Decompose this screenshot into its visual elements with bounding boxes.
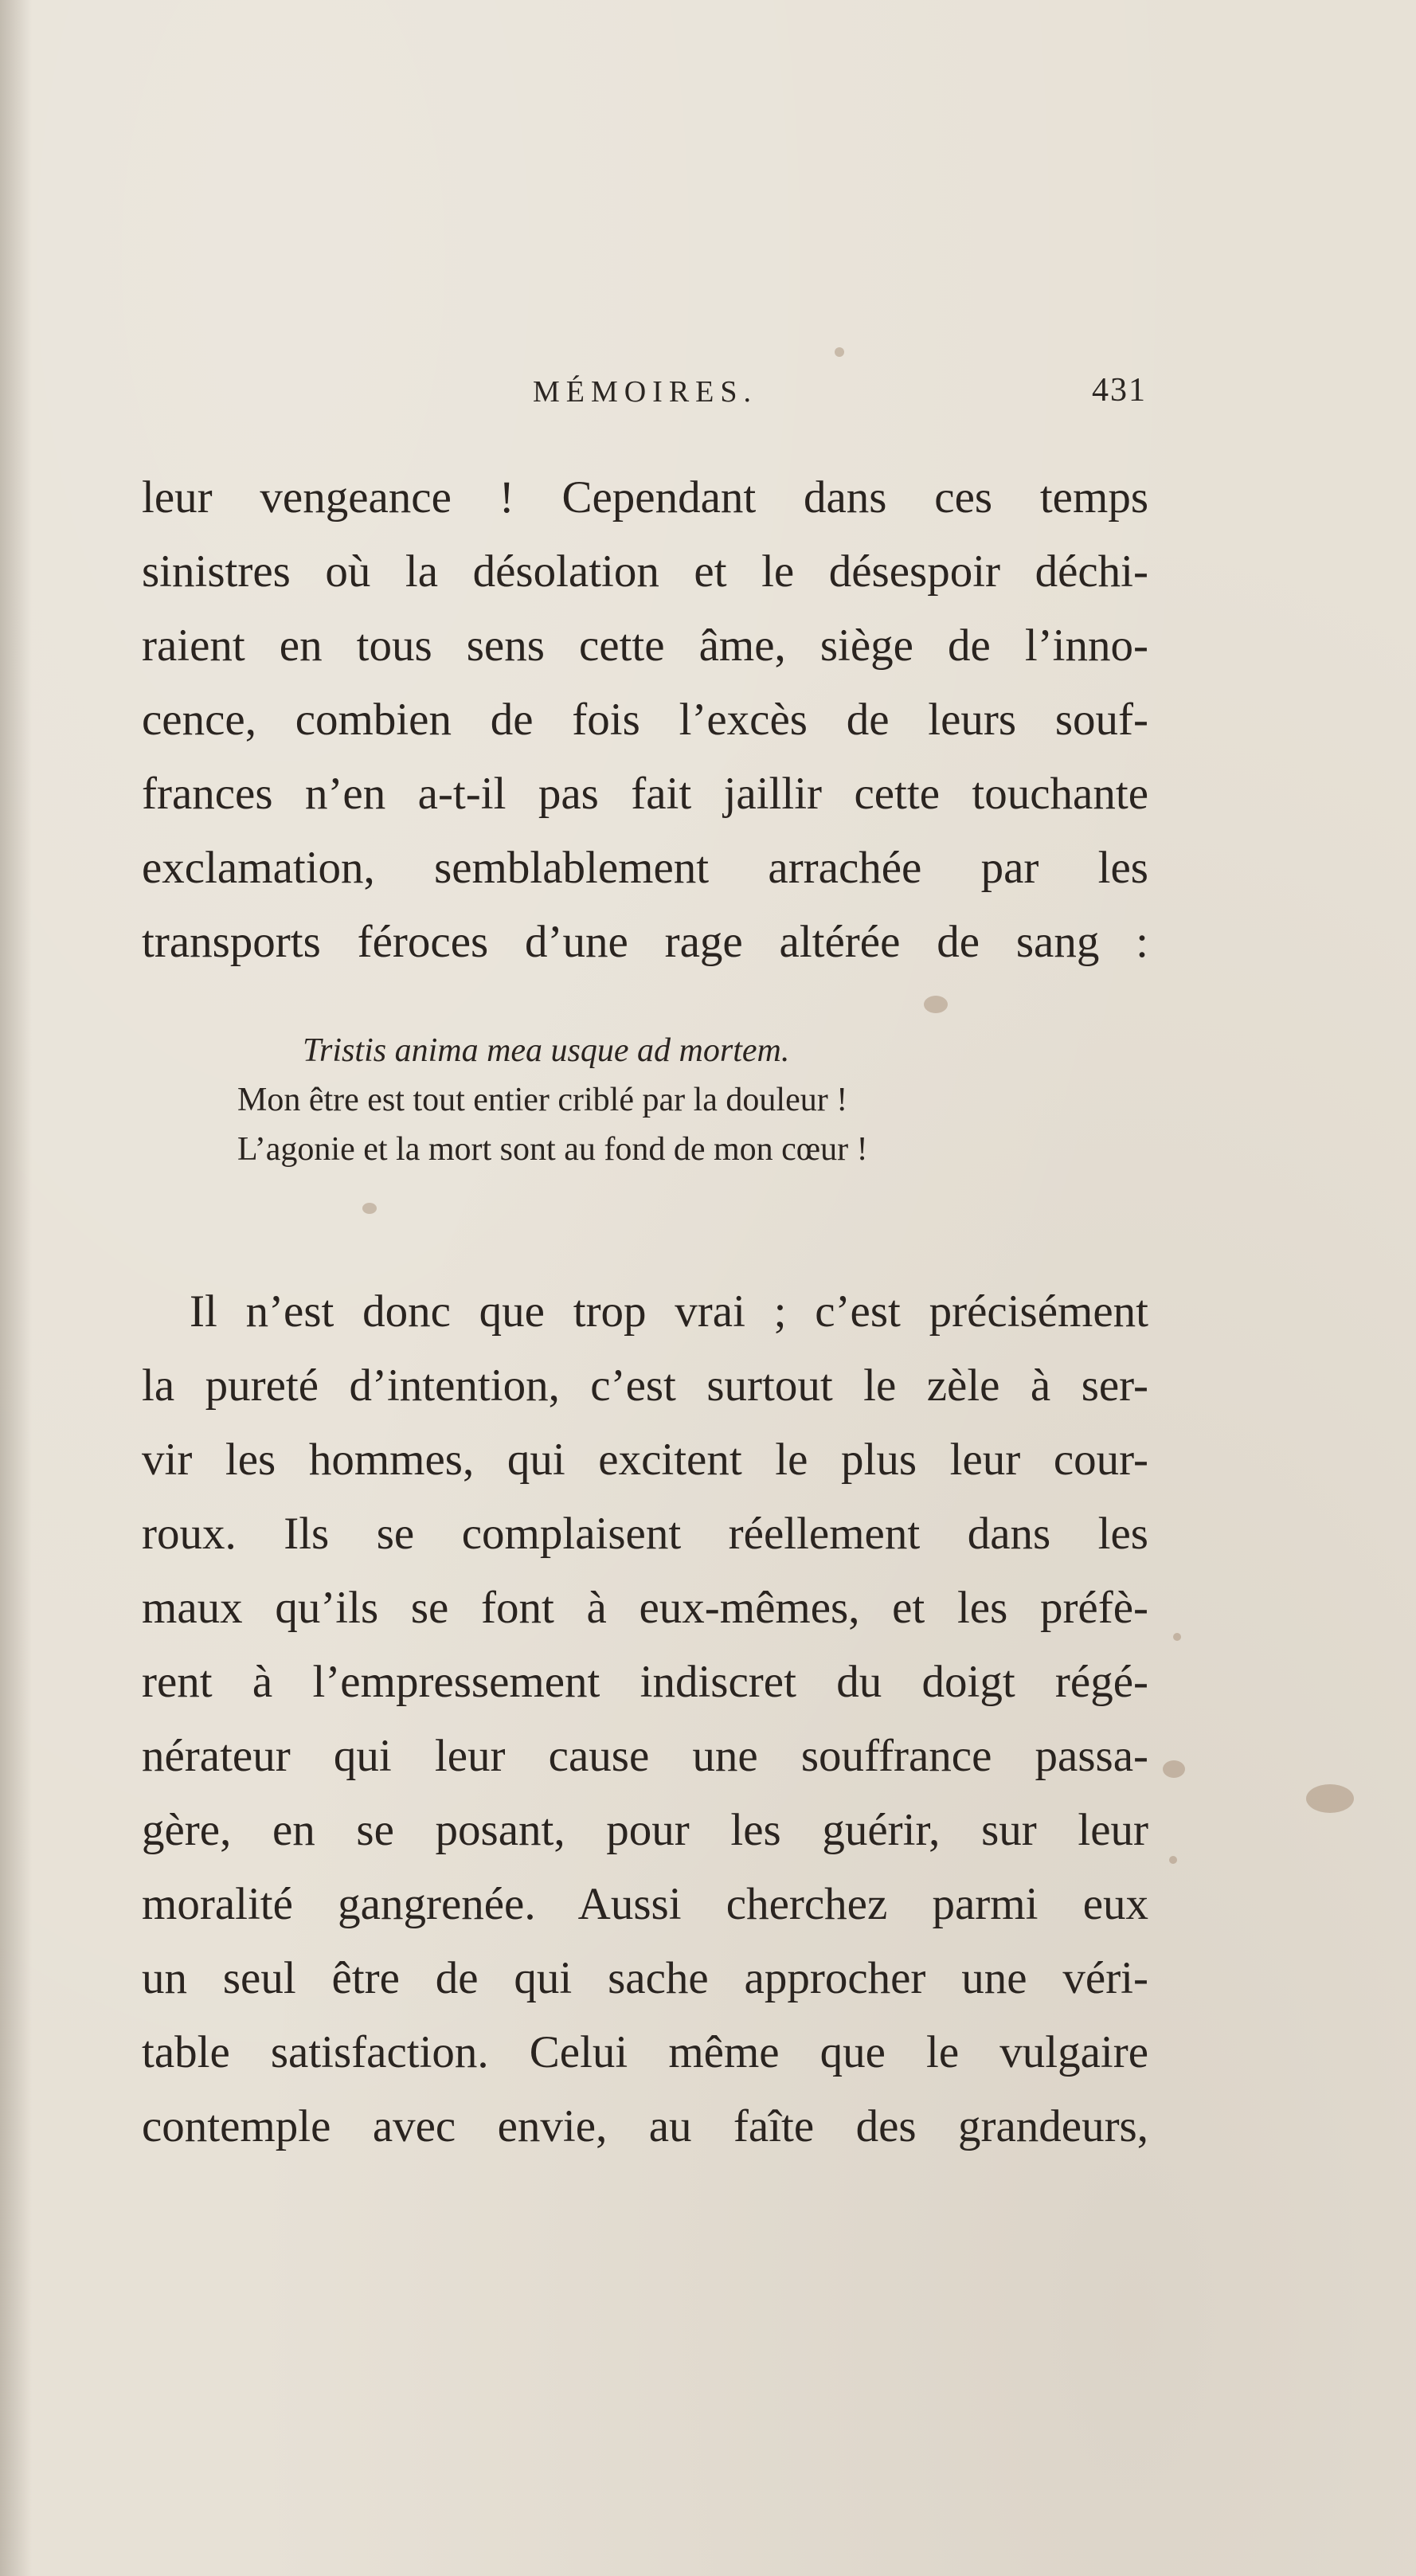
foxing-speck xyxy=(1306,1784,1354,1813)
page-number: 431 xyxy=(1092,372,1147,409)
text-line: exclamation, semblablement arrachée par les xyxy=(142,843,1148,893)
verse-line-3: L’agonie et la mort sont au fond de mon cœur ! xyxy=(237,1131,868,1168)
text-line: rent à l’empressement indiscret du doigt régé- xyxy=(142,1657,1148,1707)
paragraph-1 xyxy=(142,460,1148,979)
running-head xyxy=(143,374,1147,422)
foxing-speck xyxy=(1173,1633,1181,1641)
text-line: moralité gangrenée. Aussi cherchez parmi eux xyxy=(142,1879,1148,1929)
text-line: table satisfaction. Celui même que le vulgaire xyxy=(142,2027,1148,2077)
text-line: roux. Ils se complaisent réellement dans les xyxy=(142,1509,1148,1559)
foxing-speck xyxy=(924,996,948,1013)
running-title: MÉMOIRES. xyxy=(532,375,758,409)
text-line: la pureté d’intention, c’est surtout le zèle à ser- xyxy=(142,1360,1148,1411)
text-line: Il n’est donc que trop vrai ; c’est précisément xyxy=(190,1286,1148,1337)
text-line: raient en tous sens cette âme, siège de l’inno- xyxy=(142,621,1148,671)
foxing-speck xyxy=(1169,1856,1177,1864)
page-gutter-shadow xyxy=(0,0,32,2576)
verse-latin-line: Tristis anima mea usque ad mortem. xyxy=(303,1032,790,1069)
text-line: cence, combien de fois l’excès de leurs souf- xyxy=(142,695,1148,745)
text-line: frances n’en a-t-il pas fait jaillir cette touchante xyxy=(142,769,1148,819)
verse-quotation xyxy=(237,1026,1113,1174)
text-line: contemple avec envie, au faîte des grandeurs, xyxy=(142,2101,1148,2151)
foxing-speck xyxy=(1163,1760,1185,1778)
text-line: un seul être de qui sache approcher une véri- xyxy=(142,1953,1148,2003)
text-line: nérateur qui leur cause une souffrance passa- xyxy=(142,1731,1148,1781)
text-line: leur vengeance ! Cependant dans ces temps xyxy=(142,472,1148,523)
text-line: maux qu’ils se font à eux-mêmes, et les préfè- xyxy=(142,1583,1148,1633)
text-line: transports féroces d’une rage altérée de sang : xyxy=(142,917,1148,967)
verse-line-2: Mon être est tout entier criblé par la douleur ! xyxy=(237,1082,848,1118)
text-line: sinistres où la désolation et le désespoir déchi- xyxy=(142,546,1148,597)
paragraph-2 xyxy=(142,1274,1148,2163)
text-line: vir les hommes, qui excitent le plus leur cour- xyxy=(142,1435,1148,1485)
foxing-speck xyxy=(362,1203,377,1214)
text-line: gère, en se posant, pour les guérir, sur leur xyxy=(142,1805,1148,1855)
foxing-speck xyxy=(835,347,844,357)
